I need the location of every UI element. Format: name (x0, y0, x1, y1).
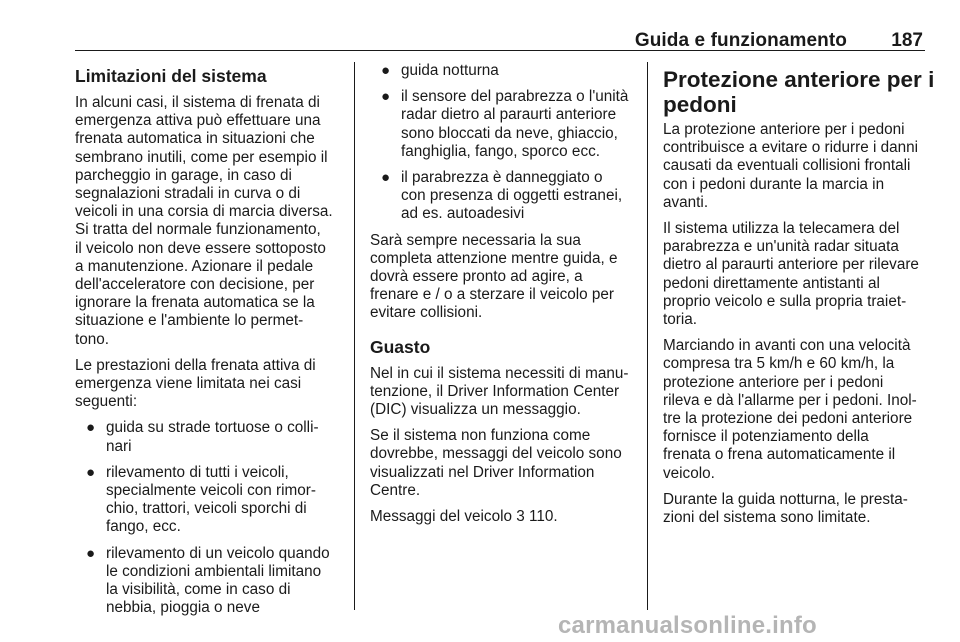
text-line: Messaggi del veicolo (370, 508, 512, 526)
bullet-icon: ● (86, 544, 96, 562)
text-line: veicolo. (663, 464, 715, 482)
column-right (663, 62, 935, 535)
text-line: chio, trattori, veicoli sporchi di (106, 500, 307, 518)
heading-limitazioni: Limitazioni del sistema (75, 66, 267, 86)
text-line: frenata o frena automaticamente il (663, 446, 896, 464)
text-line: Si tratta del normale funzionamento, (75, 221, 321, 239)
text-line: ignorare la frenata automatica se la (75, 294, 315, 312)
text-line: Le prestazioni della frenata attiva di (75, 356, 316, 374)
text-line: fornisce il potenziamento della (663, 428, 869, 446)
page-number: 187 (891, 30, 923, 51)
text-line: rilevamento di un veicolo quando (106, 544, 330, 562)
text-line: specialmente veicoli con rimor‐ (106, 482, 316, 500)
heading-guasto: Guasto (370, 336, 431, 357)
text-line: Sarà sempre necessaria la sua (370, 231, 581, 249)
text-line: sono bloccati da neve, ghiaccio, (401, 124, 618, 142)
text-line: rilevamento di tutti i veicoli, (106, 463, 289, 481)
bullet-icon: ● (86, 419, 96, 437)
text-line: Se il sistema non funziona come (370, 427, 591, 445)
list-item (370, 62, 632, 80)
text-line: protezione anteriore per i pedoni (663, 373, 884, 391)
text-line: fanghiglia, fango, sporco ecc. (401, 142, 600, 160)
bullet-icon: ● (381, 62, 391, 79)
text-line: Nel in cui il sistema necessiti di manu‐ (370, 364, 629, 382)
text-line: con i pedoni durante la marcia in (663, 175, 885, 193)
text-line: fango, ecc. (106, 518, 181, 536)
text-line: segnalazioni stradali in curva o di (75, 185, 301, 203)
column-left (75, 62, 347, 625)
text-line: dell'acceleratore con decisione, per (75, 276, 315, 294)
text-line: visualizzati nel Driver Information (370, 463, 595, 481)
heading-line: pedoni (663, 92, 737, 117)
text-line: dovrà essere pronto ad agire, a (370, 268, 583, 286)
text-line: nari (106, 437, 132, 455)
list-item (370, 169, 632, 224)
text-line: Durante la guida notturna, le presta‐ (663, 490, 908, 508)
list-item (75, 419, 347, 455)
text-line: (DIC) visualizza un messaggio. (370, 401, 581, 419)
text-line: proprio veicolo e sulla propria traiet‐ (663, 292, 907, 310)
text-line: il sensore del parabrezza o l'unità (401, 88, 629, 106)
text-line: contribuisce a evitare o ridurre i danni (663, 139, 919, 157)
text-line: rileva e dà l'allarme per i pedoni. Inol‐ (663, 391, 917, 409)
text-line: toria. (663, 311, 698, 329)
text-line: nebbia, pioggia o neve (106, 599, 260, 617)
paragraph (75, 357, 347, 412)
page-reference-arrow-icon[interactable]: 3 (516, 508, 525, 526)
bullet-icon: ● (381, 169, 391, 187)
text-line: parabrezza e un'unità radar situata (663, 238, 899, 256)
text-line: a manutenzione. Azionare il pedale (75, 257, 314, 275)
text-line: emergenza viene limitata nei casi (75, 375, 302, 393)
list-item (75, 464, 347, 537)
paragraph (370, 427, 632, 500)
paragraph (663, 337, 929, 483)
bullet-icon: ● (381, 88, 391, 106)
paragraph (663, 491, 929, 527)
text-line: evitare collisioni. (370, 304, 483, 322)
text-line: le condizioni ambientali limitano (106, 562, 322, 580)
heading-line: Protezione anteriore per i (663, 67, 935, 92)
text-line: seguenti: (75, 393, 138, 411)
text-line: tre la protezione dei pedoni anteriore (663, 410, 913, 428)
text-line: Il sistema utilizza la telecamera del (663, 220, 900, 238)
text-line: compresa tra 5 km/h e 60 km/h, la (663, 355, 895, 373)
watermark[interactable]: carmanualsonline.info (558, 612, 817, 639)
bullet-icon: ● (86, 463, 96, 481)
text-line: avanti. (663, 193, 709, 211)
page-header (75, 14, 925, 51)
text-line: veicoli in una corsia di marcia diversa. (75, 203, 333, 221)
column-middle (370, 62, 632, 534)
paragraph (663, 121, 929, 212)
text-line: sembrano inutili, come per esempio il (75, 148, 328, 166)
text-line: In alcuni casi, il sistema di frenata di (75, 94, 320, 111)
text-line: zioni del sistema sono limitate. (663, 509, 871, 527)
column-divider (354, 62, 355, 610)
text-line: dovrebbe, messaggi del veicolo sono (370, 445, 622, 463)
text-line: Marciando in avanti con una velocità (663, 337, 911, 355)
text-line: con presenza di oggetti estranei, (401, 187, 623, 205)
text-line: radar dietro al paraurti anteriore (401, 106, 617, 124)
section-title: Guida e funzionamento (634, 30, 847, 51)
paragraph (75, 94, 347, 349)
paragraph (370, 232, 632, 323)
text-line: parcheggio in garage, in caso di (75, 166, 292, 184)
text-line: il veicolo non deve essere sottoposto (75, 239, 326, 257)
text-line: pedoni direttamente antistanti al (663, 274, 880, 292)
text-line: tenzione, il Driver Information Center (370, 382, 620, 400)
text-line: dietro al paraurti anteriore per rilevare (663, 256, 919, 274)
text-line: guida su strade tortuose o colli‐ (106, 419, 319, 437)
paragraph (370, 508, 632, 526)
text-line: situazione e l'ambiente lo permet‐ (75, 312, 304, 330)
text-line: causati da eventuali collisioni frontali (663, 157, 911, 175)
paragraph (663, 220, 929, 329)
list-item (75, 545, 347, 618)
text-line: completa attenzione mentre guida, e (370, 249, 618, 267)
column-divider (647, 62, 648, 610)
text-line: La protezione anteriore per i pedoni (663, 121, 905, 138)
text-line: frenata automatica in situazioni che (75, 130, 315, 148)
text-line: frenare e / o a sterzare il veicolo per (370, 286, 615, 304)
text-line: la visibilità, come in caso di (106, 581, 291, 599)
text-line: Centre. (370, 481, 421, 499)
text-line: tono. (75, 330, 110, 348)
page-reference-link[interactable]: 110. (529, 508, 558, 526)
text-line: il parabrezza è danneggiato o (401, 169, 603, 187)
list-item (370, 88, 632, 161)
text-line: ad es. autoadesivi (401, 205, 525, 223)
text-line: guida notturna (401, 62, 499, 79)
text-line: emergenza attiva può effettuare una (75, 112, 321, 130)
heading-protezione-pedoni (663, 67, 935, 117)
paragraph (370, 365, 632, 420)
